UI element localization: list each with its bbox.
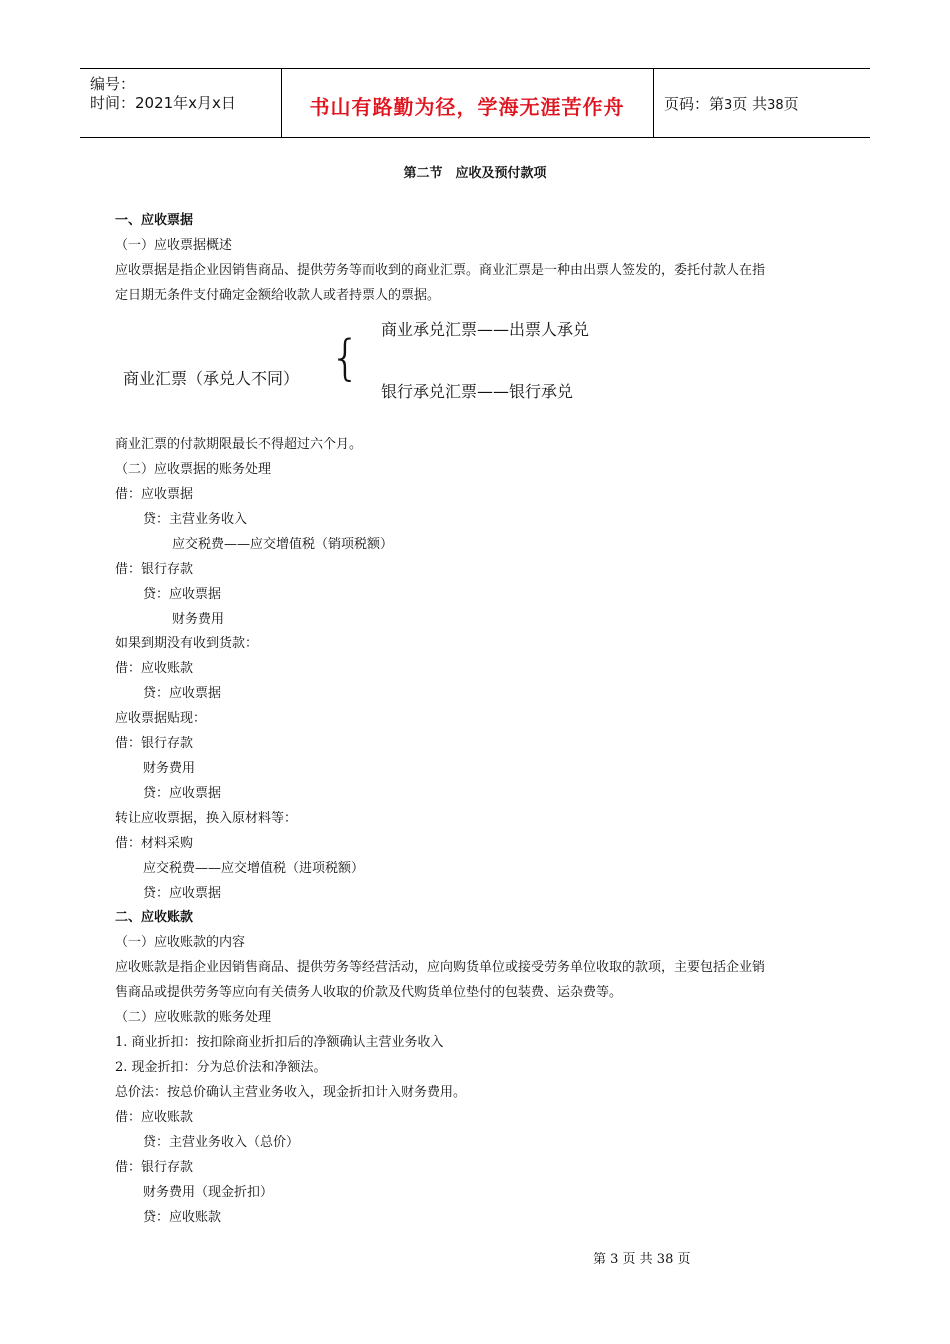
document-time-label: 时间：2021年x月x日: [90, 94, 236, 112]
part2-point3: 总价法：按总价确认主营业务收入，现金折扣计入财务费用。: [115, 1085, 467, 1100]
part1-sub2: （二）应收票据的账务处理: [115, 462, 272, 477]
journal-entry-line: 贷：主营业务收入: [143, 512, 248, 527]
part2-point1: 1. 商业折扣：按扣除商业折扣后的净额确认主营业务收入: [115, 1035, 444, 1050]
journal-entry-line: 应交税费——应交增值税（进项税额）: [143, 861, 365, 876]
part1-definition-line1: 应收票据是指企业因销售商品、提供劳务等而收到的商业汇票。商业汇票是一种由出票人签发的，委托付款人在指: [115, 263, 766, 278]
part1-sub1: （一）应收票据概述: [115, 238, 233, 253]
document-header: [80, 68, 870, 138]
journal-entry-line: 贷：应收票据: [143, 587, 222, 602]
part1-heading: 一、应收票据: [115, 213, 194, 228]
journal-entry-line: 贷：主营业务收入（总价）: [143, 1135, 300, 1150]
journal-entry-line: 借：银行存款: [115, 562, 194, 577]
journal-entry-line: 财务费用: [172, 612, 225, 627]
part2-point2: 2. 现金折扣：分为总价法和净额法。: [115, 1060, 327, 1075]
diagram-root-label: 商业汇票（承兑人不同）: [123, 369, 300, 388]
journal-entry-line: 贷：应收票据: [143, 786, 222, 801]
header-left-cell: [80, 69, 282, 137]
diagram-branch-bank: 银行承兑汇票——银行承兑: [381, 382, 574, 401]
journal-entry-line: 借：银行存款: [115, 1160, 194, 1175]
journal-entry-line: 贷：应收账款: [143, 1210, 222, 1225]
diagram-brace: {: [330, 330, 361, 386]
part2-heading: 二、应收账款: [115, 910, 194, 925]
part1-term-note: 商业汇票的付款期限最长不得超过六个月。: [115, 437, 363, 452]
diagram-branch-commercial: 商业承兑汇票——出票人承兑: [381, 320, 590, 339]
page-total: 38: [767, 98, 784, 113]
header-page-cell: [654, 69, 870, 137]
page-suffix: 页: [783, 95, 799, 113]
journal-entry-line: 贷：应收票据: [143, 886, 222, 901]
journal-entry-line: 贷：应收票据: [143, 686, 222, 701]
journal-entry-line: 财务费用（现金折扣）: [143, 1185, 274, 1200]
header-motto: 书山有路勤为径，学海无涯苦作舟: [309, 95, 625, 119]
page-current: 3: [724, 98, 733, 113]
page-mid: 页 共: [732, 95, 768, 113]
journal-note: 如果到期没有收到货款：: [115, 636, 259, 651]
section-title: 第二节 应收及预付款项: [403, 166, 547, 181]
journal-entry-line: 借：材料采购: [115, 836, 194, 851]
header-motto-cell: [281, 69, 654, 137]
header-page-indicator: [664, 93, 799, 114]
part2-sub1: （一）应收账款的内容: [115, 935, 246, 950]
part2-definition-line2: 售商品或提供劳务等应向有关债务人收取的价款及代购货单位垫付的包装费、运杂费等。: [115, 985, 623, 1000]
page-prefix: 页码：第: [664, 95, 725, 113]
journal-entry-line: 借：应收票据: [115, 487, 194, 502]
document-number-label: 编号：: [90, 75, 136, 93]
page-footer: 第 3 页 共 38 页: [593, 1252, 691, 1267]
journal-entry-line: 财务费用: [143, 761, 196, 776]
journal-note: 应收票据贴现：: [115, 711, 207, 726]
journal-entry-line: 借：银行存款: [115, 736, 194, 751]
part1-definition-line2: 定日期无条件支付确定金额给收款人或者持票人的票据。: [115, 288, 441, 303]
journal-note: 转让应收票据，换入原材料等：: [115, 811, 298, 826]
journal-entry-line: 借：应收账款: [115, 1110, 194, 1125]
journal-entry-line: 借：应收账款: [115, 661, 194, 676]
part2-sub2: （二）应收账款的账务处理: [115, 1010, 272, 1025]
journal-entry-line: 应交税费——应交增值税（销项税额）: [172, 537, 394, 552]
part2-definition-line1: 应收账款是指企业因销售商品、提供劳务等经营活动，应向购货单位或接受劳务单位收取的款项，主要包括企业销: [115, 960, 766, 975]
